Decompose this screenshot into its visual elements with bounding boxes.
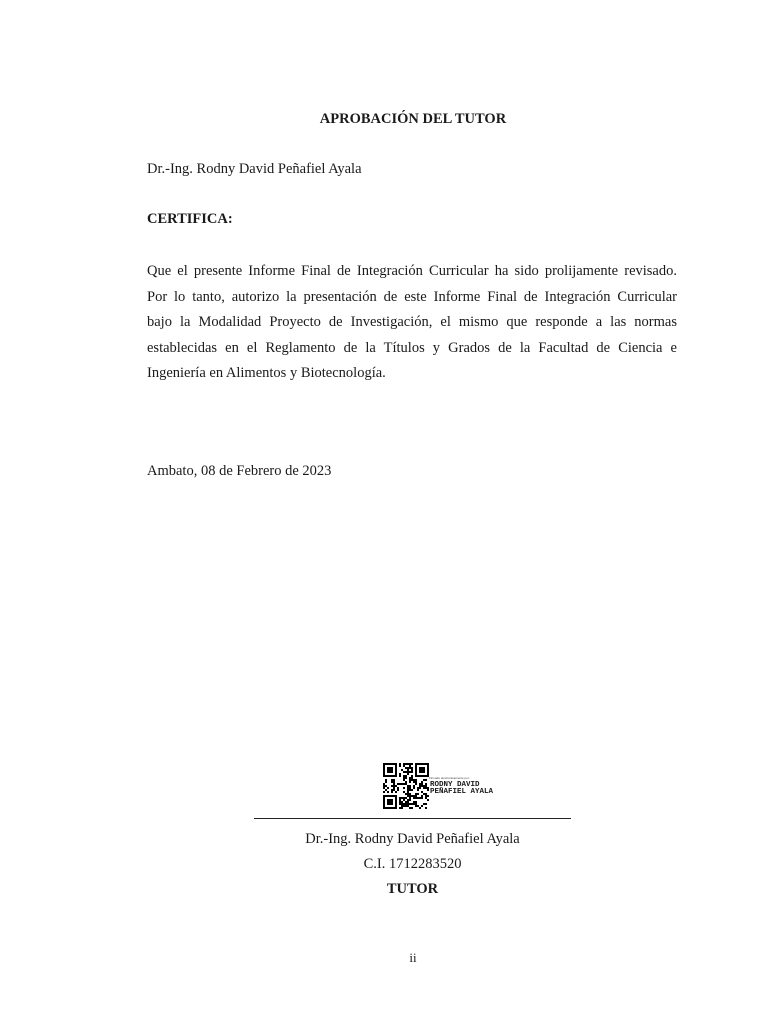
signer-role: TUTOR — [386, 881, 439, 897]
signature-line — [254, 818, 571, 819]
tutor-heading: Dr.-Ing. Rodny David Peñafiel Ayala — [147, 161, 362, 177]
signature-name-line: RODNY DAVID — [430, 781, 480, 789]
qr-code-icon — [383, 763, 429, 809]
paragraph-line: establecidas en el Reglamento de la Títulos y Grados de la Facultad de Ciencia e — [147, 339, 677, 356]
paragraph-line: Por lo tanto, autorizo la presentación de este Informe Final de Integración Curricular — [147, 288, 677, 305]
paragraph-line: Ingeniería en Alimentos y Biotecnología. — [147, 365, 386, 381]
certifica-heading: CERTIFICA: — [147, 211, 233, 227]
signature-name-line: PEÑAFIEL AYALA — [430, 788, 494, 796]
place-date: Ambato, 08 de Febrero de 2023 — [147, 463, 332, 479]
signer-id: C.I. 1712283520 — [363, 856, 462, 872]
signer-name: Dr.-Ing. Rodny David Peñafiel Ayala — [305, 831, 520, 847]
paragraph-line: bajo la Modalidad Proyecto de Investigación, el mismo que responde a las normas — [147, 314, 677, 330]
electronic-signature — [383, 763, 583, 809]
signature-name — [430, 782, 493, 796]
certification-paragraph — [147, 259, 677, 387]
paragraph-line: Que el presente Informe Final de Integración Curricular ha sido prolijamente revisado. — [147, 263, 677, 279]
page-number: ii — [409, 950, 417, 965]
signature-caption: Firmado electrónicamente por: — [429, 776, 470, 780]
page-title: APROBACIÓN DEL TUTOR — [319, 111, 507, 127]
